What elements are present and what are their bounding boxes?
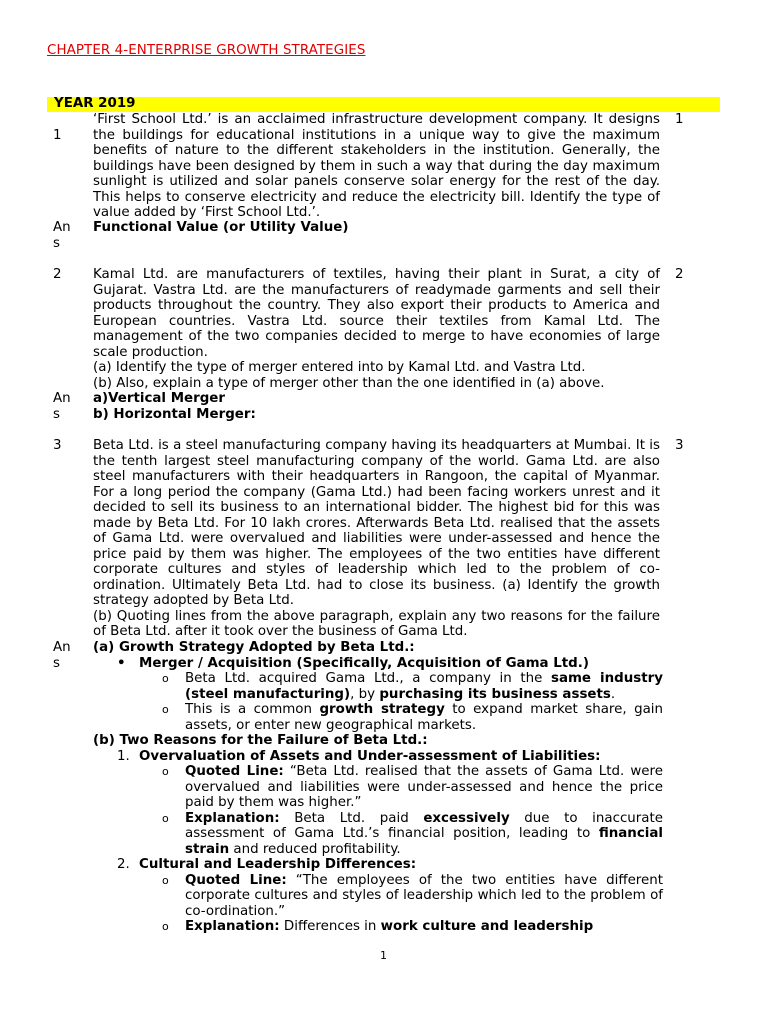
chapter-title: CHAPTER 4-ENTERPRISE GROWTH STRATEGIES xyxy=(47,43,366,58)
answer-label-line1: An xyxy=(53,640,71,655)
answer-text: Functional Value (or Utility Value) xyxy=(93,220,349,235)
text: to expand market share, gain assets, or enter new geographical markets. xyxy=(185,702,663,733)
answer-a-sublist xyxy=(93,671,663,733)
text: This is a common xyxy=(185,702,320,717)
answer-b-heading: (b) Two Reasons for the Failure of Beta Ltd.: xyxy=(93,733,428,748)
question-part-b: (b) Quoting lines from the above paragraph, explain any two reasons for the failure of Beta Ltd. after it took over the business of Gama Ltd. xyxy=(93,608,660,639)
bold-text: Quoted Line: xyxy=(185,764,284,779)
answer-label-line2: s xyxy=(53,235,60,251)
answer-a-list xyxy=(93,656,663,672)
text: due to inaccurate assessment of Gama Ltd.’s financial position, leading to xyxy=(185,810,663,841)
text: , by xyxy=(350,686,380,702)
bold-text: same industry (steel manufacturing) xyxy=(185,671,663,702)
list-item xyxy=(93,873,663,920)
question-number: 2 xyxy=(53,267,62,282)
reason-title: Cultural and Leadership Differences: xyxy=(139,857,417,872)
list-item xyxy=(93,702,663,733)
list-item xyxy=(93,749,663,765)
question-part-a: (a) Identify the type of merger entered into by Kamal Ltd. and Vastra Ltd. xyxy=(93,360,586,375)
list-item-text: Merger / Acquisition (Specifically, Acquisition of Gama Ltd.) xyxy=(139,655,589,671)
answer-label-line1: An xyxy=(53,391,71,406)
text: and reduced profitability. xyxy=(229,841,401,857)
question-marks: 2 xyxy=(675,267,684,282)
question-number: 3 xyxy=(53,438,62,453)
bold-text: Explanation: xyxy=(185,919,280,934)
question-text xyxy=(93,267,660,391)
list-item xyxy=(93,857,663,873)
question-part-b: (b) Also, explain a type of merger other than the one identified in (a) above. xyxy=(93,375,605,391)
answer-label xyxy=(53,220,83,251)
list-index: 1. xyxy=(117,748,130,764)
answer-label xyxy=(53,391,83,422)
answer-label xyxy=(53,640,83,671)
bold-text: purchasing its business assets xyxy=(379,686,611,702)
question-number: 1 xyxy=(53,128,62,143)
question-body: Kamal Ltd. are manufacturers of textiles, having their plant in Surat, a city of Gujarat. Vastra Ltd. are the manufacturers of readymade garments and sell their products throughout the country. They also export their products to America and European countries. Vastra Ltd. source their textiles from Kamal Ltd. The management of the two companies decided to merge to have economies of large scale production. xyxy=(93,267,660,360)
text: Beta Ltd. acquired Gama Ltd., a company in the xyxy=(185,671,551,686)
text: . xyxy=(610,686,616,702)
bold-text: work culture and leadership xyxy=(380,919,594,934)
bold-text: growth strategy xyxy=(319,702,445,717)
answer-a-heading: (a) Growth Strategy Adopted by Beta Ltd.: xyxy=(93,640,415,655)
answer-label-line2: s xyxy=(53,406,60,422)
text: Differences in xyxy=(279,919,381,934)
bold-text: excessively xyxy=(423,810,510,826)
answer-body xyxy=(93,640,663,935)
question-text xyxy=(93,438,660,640)
reason-title: Overvaluation of Assets and Under-assessment of Liabilities: xyxy=(139,748,601,764)
reasons-list xyxy=(93,749,663,765)
text: “The employees of the two entities have different corporate cultures and styles of leadership which led to the problem of co-ordination.” xyxy=(185,872,663,919)
answer-a: a)Vertical Merger xyxy=(93,391,225,406)
question-marks: 3 xyxy=(675,438,684,453)
list-item xyxy=(93,671,663,702)
bold-text: Explanation: xyxy=(185,810,280,826)
answer-label-line2: s xyxy=(53,655,60,671)
list-item xyxy=(93,656,663,672)
page-number: 1 xyxy=(380,949,387,962)
bold-text: financial strain xyxy=(185,826,663,857)
question-body: Beta Ltd. is a steel manufacturing company having its headquarters at Mumbai. It is the tenth largest steel manufacturing company of the world. Gama Ltd. are also steel manufacturers with their headquarters in Rangoon, the capital of Myanmar. For a long period the company (Gama Ltd.) had been facing workers unrest and it decided to sell its business to an international bidder. The highest bid for this was made by Beta Ltd. For 10 lakh crores. Afterwards Beta Ltd. realised that the assets of Gama Ltd. were overvalued and liabilities were under-assessed and hence the price paid by them was higher. The employees of the two entities have different corporate cultures and styles of leadership which led to the problem of co-ordination. Ultimately Beta Ltd. had to close its business. (a) Identify the growth strategy adopted by Beta Ltd. xyxy=(93,438,660,608)
text: “Beta Ltd. realised that the assets of Gama Ltd. were overvalued and liabilities were under-assessed and hence the price paid by them was higher.” xyxy=(185,764,663,810)
question-text xyxy=(93,112,660,221)
year-heading: YEAR 2019 xyxy=(54,96,136,111)
question-marks: 1 xyxy=(675,112,684,127)
answer-text xyxy=(93,391,663,422)
reason-1-sublist xyxy=(93,764,663,857)
text: Beta Ltd. paid xyxy=(279,810,424,826)
reasons-list xyxy=(93,857,663,873)
reason-2-sublist xyxy=(93,873,663,935)
year-heading-bar xyxy=(47,97,720,112)
list-item xyxy=(93,919,663,935)
list-item xyxy=(93,811,663,858)
answer-b: b) Horizontal Merger: xyxy=(93,406,256,422)
list-index: 2. xyxy=(117,857,130,872)
question-body: ‘First School Ltd.’ is an acclaimed infrastructure development company. It designs the buildings for educational institutions in a unique way to give the maximum benefits of nature to the different stakeholders in the institution. Generally, the buildings have been designed by them in such a way that during the day maximum sunlight is utilized and solar panels conserve solar energy for the rest of the day. This helps to conserve electricity and reduce the electricity bill. Identify the type of value added by ‘First School Ltd.’. xyxy=(93,112,660,220)
list-item xyxy=(93,764,663,811)
bold-text: Quoted Line: xyxy=(185,872,287,888)
answer-label-line1: An xyxy=(53,220,71,235)
